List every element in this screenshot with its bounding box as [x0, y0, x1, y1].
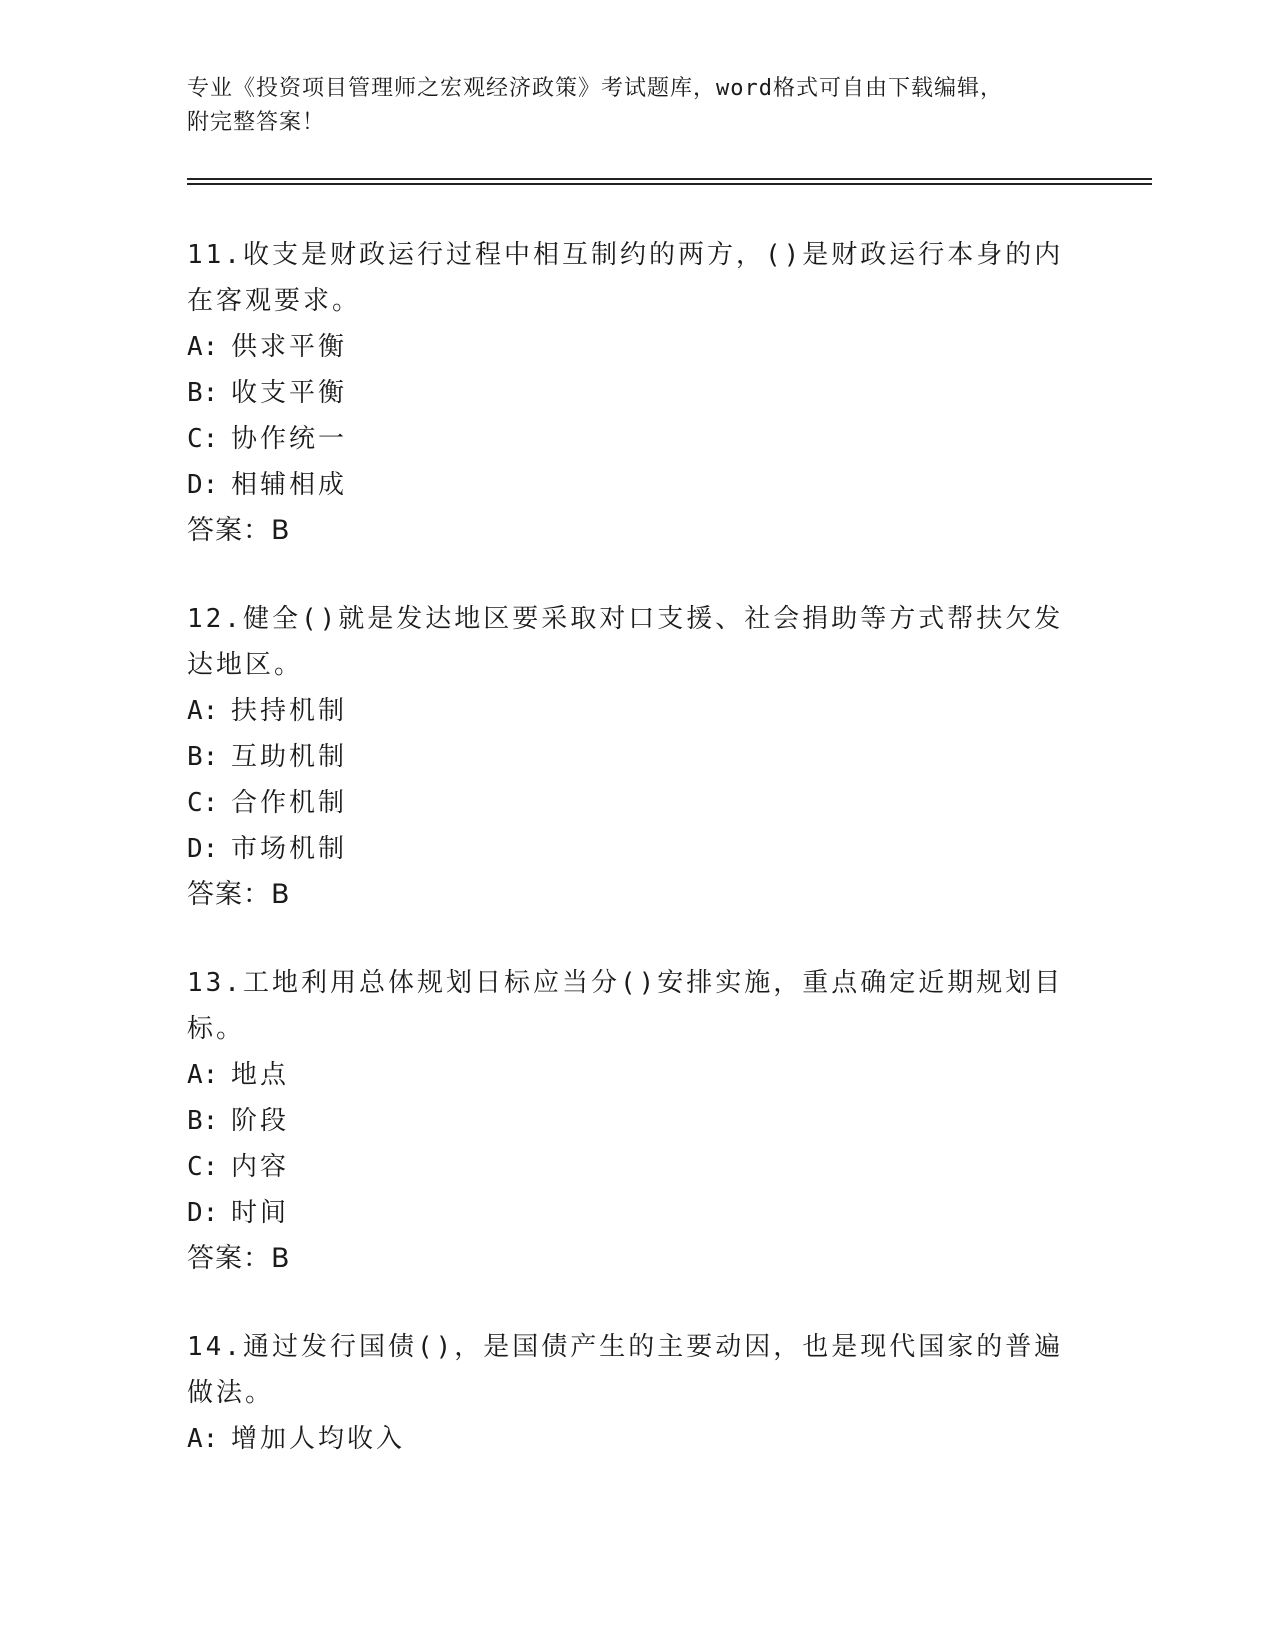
option-b: [187, 1098, 1077, 1144]
question-stem: 11.收支是财政运行过程中相互制约的两方，()是财政运行本身的内在客观要求。: [187, 240, 1064, 316]
option-text: 增加人均收入: [231, 1424, 406, 1454]
option-c: [187, 416, 1077, 462]
option-text: 互助机制: [231, 742, 348, 772]
option-text: 阶段: [231, 1106, 290, 1136]
option-c: [187, 780, 1077, 826]
option-key: B:: [187, 742, 219, 772]
question-stem: 12.健全()就是发达地区要采取对口支援、社会捐助等方式帮扶欠发达地区。: [187, 604, 1064, 680]
option-text: 收支平衡: [231, 378, 348, 408]
answer-value: B: [271, 515, 291, 546]
option-key: C:: [187, 424, 219, 454]
option-text: 扶持机制: [231, 696, 348, 726]
answer-label: 答案：: [187, 1243, 271, 1274]
question-13: [187, 960, 1077, 1282]
option-d: [187, 462, 1077, 508]
option-text: 地点: [231, 1060, 290, 1090]
question-stem: 13.工地利用总体规划日标应当分()安排实施，重点确定近期规划目标。: [187, 968, 1064, 1044]
option-text: 相辅相成: [231, 470, 348, 500]
option-key: A:: [187, 1424, 219, 1454]
option-text: 供求平衡: [231, 332, 348, 362]
answer-line: [187, 508, 1077, 554]
option-key: D:: [187, 834, 219, 864]
question-14: [187, 1324, 1077, 1462]
question-12: [187, 596, 1077, 918]
question-11: [187, 232, 1077, 554]
header-line-2: 附完整答案！: [187, 110, 326, 135]
option-text: 协作统一: [231, 424, 348, 454]
answer-label: 答案：: [187, 515, 271, 546]
option-key: A:: [187, 696, 219, 726]
option-d: [187, 826, 1077, 872]
option-text: 时间: [231, 1198, 290, 1228]
option-d: [187, 1190, 1077, 1236]
answer-value: B: [271, 879, 291, 910]
header-divider-top: [187, 178, 1152, 180]
option-key: B:: [187, 378, 219, 408]
option-a: [187, 688, 1077, 734]
option-a: [187, 1416, 1077, 1462]
option-key: D:: [187, 1198, 219, 1228]
answer-line: [187, 872, 1077, 918]
option-a: [187, 1052, 1077, 1098]
answer-value: B: [271, 1243, 291, 1274]
option-key: A:: [187, 1060, 219, 1090]
option-c: [187, 1144, 1077, 1190]
answer-line: [187, 1236, 1077, 1282]
document-header: [187, 72, 1087, 140]
answer-label: 答案：: [187, 879, 271, 910]
option-key: C:: [187, 1152, 219, 1182]
option-b: [187, 370, 1077, 416]
option-key: C:: [187, 788, 219, 818]
option-text: 内容: [231, 1152, 290, 1182]
option-b: [187, 734, 1077, 780]
question-stem: 14.通过发行国债()，是国债产生的主要动因，也是现代国家的普遍做法。: [187, 1332, 1064, 1408]
header-divider-bottom: [187, 183, 1152, 185]
header-line-1: 专业《投资项目管理师之宏观经济政策》考试题库，word格式可自由下载编辑，: [187, 76, 1003, 101]
option-key: D:: [187, 470, 219, 500]
option-a: [187, 324, 1077, 370]
option-text: 市场机制: [231, 834, 348, 864]
option-key: A:: [187, 332, 219, 362]
option-text: 合作机制: [231, 788, 348, 818]
option-key: B:: [187, 1106, 219, 1136]
